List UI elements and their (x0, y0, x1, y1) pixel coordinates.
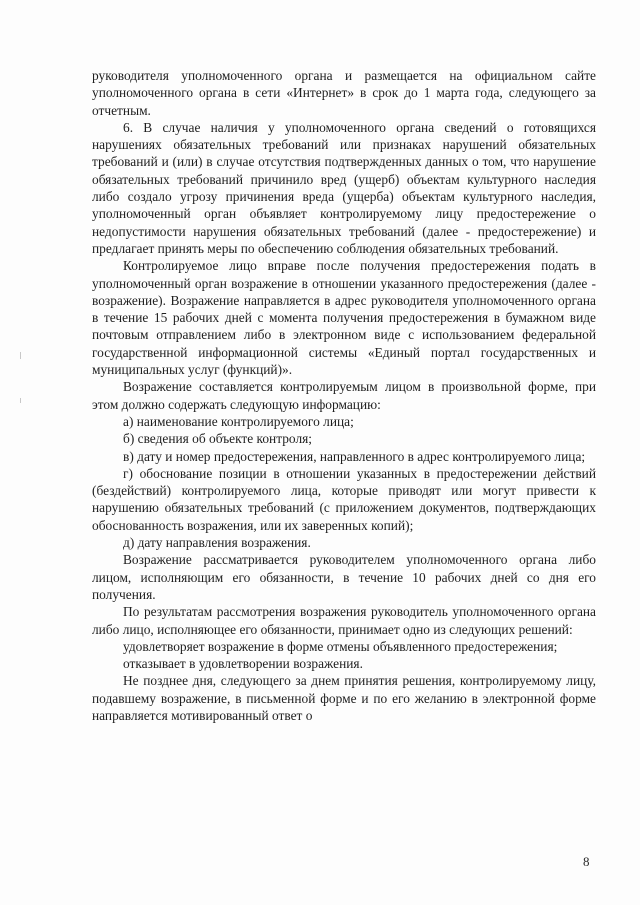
paragraph-response: Не позднее дня, следующего за днем принятия решения, контролируемому лицу, подавшему возражение, в письменной форме и по его желанию в электронной форме направляется мотивированный ответ о (92, 673, 596, 723)
list-item-d: д) дату направления возражения. (123, 535, 311, 551)
page-number: 8 (583, 854, 590, 869)
scan-margin-mark (20, 352, 21, 359)
paragraph-objection-right: Контролируемое лицо вправе после получения предостережения подать в уполномоченный орган возражение в отношении указанного предостережения (далее - возражение). Возражение направляется в адрес руководителя уполномоченного органа в течение 15 рабочих дней с момента получения предостережения в бумажном виде почтовым отправлением либо в электронном виде с использованием федеральной государственной информационной системы «Единый портал государственных и муниципальных услуг (функций)». (92, 258, 596, 378)
list-item-g: г) обоснование позиции в отношении указанных в предостережении действий (бездействий) контролируемого лица, которые приводят или могут привести к нарушению обязательных требований (с приложением документов, подтверждающих обоснованность возражения, или их заверенных копий); (92, 465, 596, 533)
list-item-b: б) сведения об объекте контроля; (123, 431, 313, 447)
scan-margin-mark (20, 398, 21, 403)
paragraph-review-term: Возражение рассматривается руководителем уполномоченного органа либо лицом, исполняющим его обязанности, в течение 10 рабочих дней со дня его получения. (92, 552, 596, 602)
paragraph-objection-form: Возражение составляется контролируемым лицом в произвольной форме, при этом должно содержать следующую информацию: (92, 379, 596, 412)
document-body (92, 67, 596, 724)
paragraph-decision: По результатам рассмотрения возражения руководитель уполномоченного органа либо лицо, исполняющее его обязанности, принимает одно из следующих решений: (92, 604, 596, 637)
list-item-v: в) дату и номер предостережения, направленного в адрес контролируемого лица; (123, 448, 586, 464)
decision-option-reject: отказывает в удовлетворении возражения. (123, 656, 363, 672)
paragraph-continuation: руководителя уполномоченного органа и размещается на официальном сайте уполномоченного органа в сети «Интернет» в срок до 1 марта года, следующего за отчетным. (92, 68, 596, 118)
paragraph-item-6: 6. В случае наличия у уполномоченного органа сведений о готовящихся нарушениях обязательных требований или признаках нарушений обязательных требований и (или) в случае отсутствия подтвержденных данных о том, что нарушение обязательных требований причинило вред (ущерб) объектам культурного наследия либо создало угрозу причинения вреда (ущерба) объектам культурного наследия, уполномоченный орган объявляет контролируемому лицу предостережение о недопустимости нарушения обязательных требований (далее - предостережение) и предлагает принять меры по обеспечению соблюдения обязательных требований. (92, 119, 596, 256)
decision-option-accept: удовлетворяет возражение в форме отмены объявленного предостережения; (123, 638, 558, 654)
list-item-a: а) наименование контролируемого лица; (123, 413, 354, 429)
